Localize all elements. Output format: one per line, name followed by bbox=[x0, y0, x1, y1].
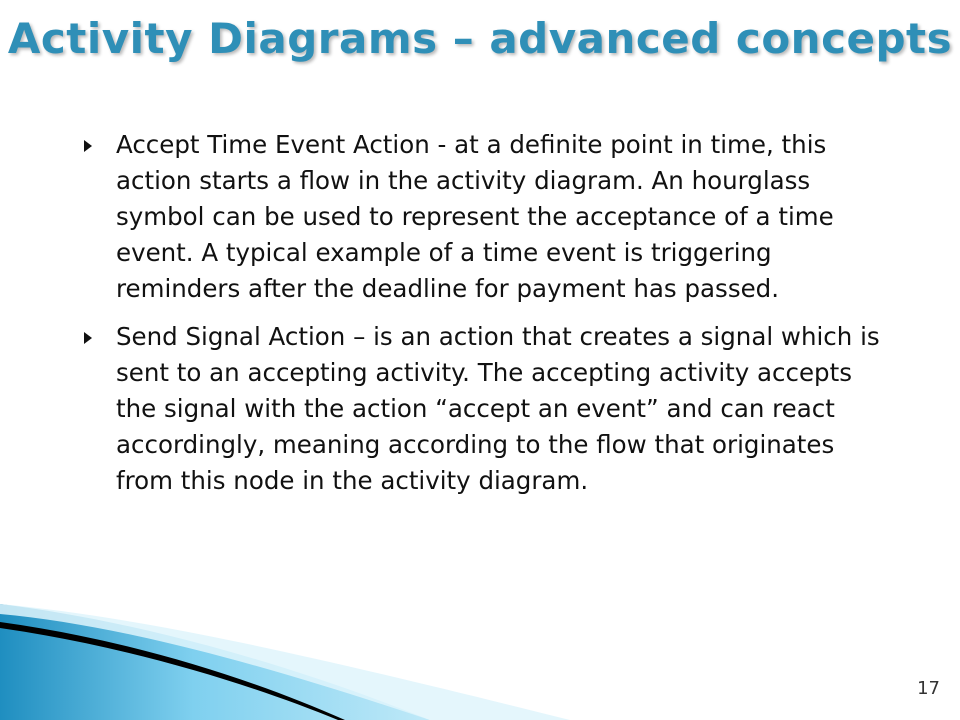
bullet-term: Send Signal Action bbox=[116, 322, 346, 351]
slide-number: 17 bbox=[917, 678, 940, 699]
slide-title: Activity Diagrams – advanced concepts bbox=[7, 14, 953, 63]
bullet-item-accept-time-event bbox=[80, 127, 880, 307]
bullet-text: – is an action that creates a signal which is sent to an accepting activity. The accepting activity accepts the signal with the action “accept an event” and can react accordingly, meaning according to the flow that originates from this node in the activity diagram. bbox=[116, 322, 880, 495]
bullet-arrow-icon bbox=[84, 332, 92, 344]
bullet-arrow-icon bbox=[84, 140, 92, 152]
bullet-list bbox=[80, 127, 880, 511]
bullet-item-send-signal bbox=[80, 319, 880, 499]
bullet-text: - at a definite point in time, this action starts a flow in the activity diagram. An hourglass symbol can be used to represent the acceptance of a time event. A typical example of a time event is triggering reminders after the deadline for payment has passed. bbox=[116, 130, 834, 303]
bullet-term: Accept Time Event Action bbox=[116, 130, 430, 159]
decorative-swoosh bbox=[0, 560, 960, 720]
